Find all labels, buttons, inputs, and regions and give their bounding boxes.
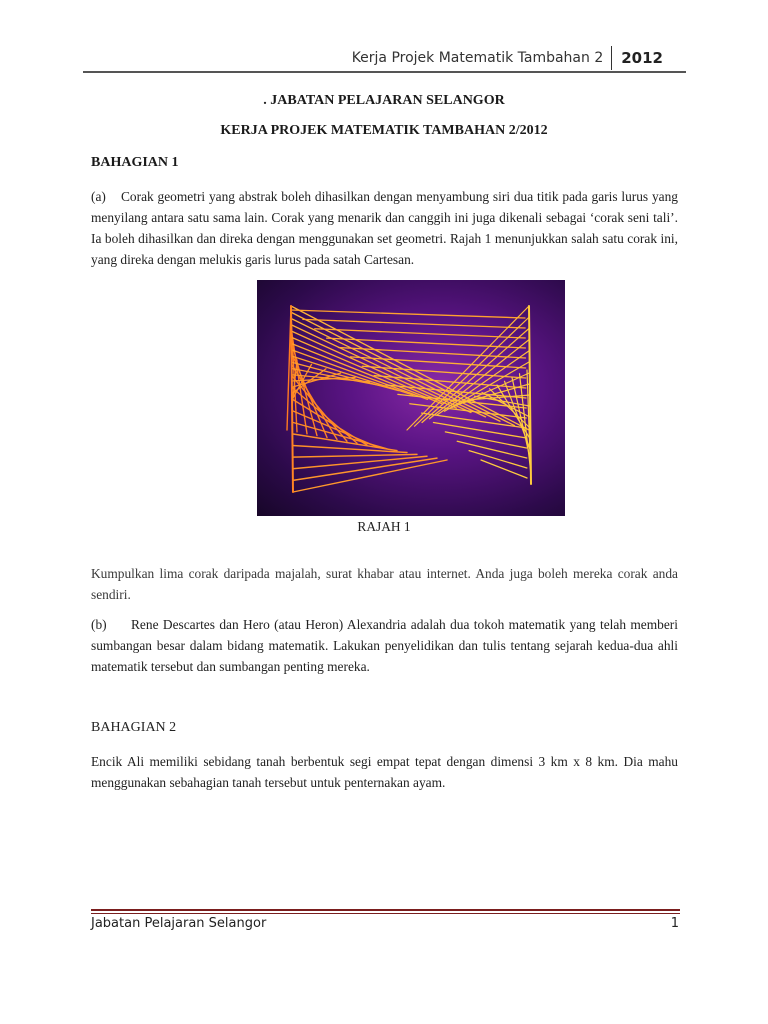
- string-line: [445, 432, 526, 448]
- section-2-heading: BAHAGIAN 2: [91, 720, 177, 735]
- part-b-label: (b): [91, 617, 107, 632]
- string-line: [457, 441, 527, 458]
- string-line: [292, 411, 377, 447]
- figure-caption: RAJAH 1: [357, 519, 411, 534]
- string-art-figure: [257, 280, 565, 516]
- string-line: [350, 357, 525, 368]
- header-rule: [83, 71, 686, 73]
- header-separator: [611, 46, 612, 70]
- string-line: [292, 356, 413, 395]
- page-header: [352, 46, 663, 70]
- string-line: [497, 385, 531, 440]
- string-art-image: [257, 280, 565, 516]
- string-line: [293, 460, 447, 492]
- part-a-text: Corak geometri yang abstrak boleh dihasilkan dengan menyambung siri dua titik pada garis lurus yang menyilang antara satu sama lain. Corak yang menarik dan canggih ini juga dikenali sebagai ‘corak seni tali’. Ia boleh dihasilkan dan direka dengan menggunakan set geometri. Rajah 1 menunjukkan salah satu corak ini, yang direka dengan melukis garis lurus pada satah Cartesan.: [91, 189, 678, 267]
- string-line: [303, 319, 525, 328]
- part-b-paragraph: [91, 614, 678, 677]
- string-line: [293, 454, 417, 457]
- part-b-text: Rene Descartes dan Hero (atau Heron) Alexandria adalah dua tokoh matematik yang telah memberi sumbangan besar dalam bidang matematik. Lakukan penyelidikan dan tulis tentang sejarah kedua-dua ahli matematik tersebut dan sumbangan penting mereka.: [91, 617, 678, 674]
- department-title: . JABATAN PELAJARAN SELANGOR: [263, 93, 505, 108]
- string-line: [315, 329, 526, 338]
- section-1-heading: BAHAGIAN 1: [91, 155, 179, 170]
- string-line: [291, 310, 525, 318]
- project-title: KERJA PROJEK MATEMATIK TAMBAHAN 2/2012: [220, 123, 548, 138]
- footer-rule-thick: [91, 909, 680, 911]
- footer-rule-thin: [91, 913, 680, 914]
- string-line: [291, 306, 293, 492]
- section-2-paragraph: Encik Ali memiliki sebidang tanah berbentuk segi empat tepat dengan dimensi 3 km x 8 km. Dia mahu menggunakan sebahagian tanah tersebut untuk penternakan ayam.: [91, 754, 678, 790]
- part-a-label: (a): [91, 189, 106, 204]
- page-number: 1: [670, 916, 679, 931]
- string-line: [291, 325, 485, 417]
- string-line: [469, 451, 527, 468]
- collect-paragraph: Kumpulkan lima corak daripada majalah, surat khabar atau internet. Anda juga boleh mereka corak anda sendiri.: [91, 566, 678, 602]
- part-a-paragraph: [91, 186, 678, 270]
- footer-text: Jabatan Pelajaran Selangor: [91, 916, 267, 931]
- header-year: 2012: [621, 49, 663, 67]
- header-title: Kerja Projek Matematik Tambahan 2: [351, 50, 604, 66]
- string-line: [481, 460, 527, 478]
